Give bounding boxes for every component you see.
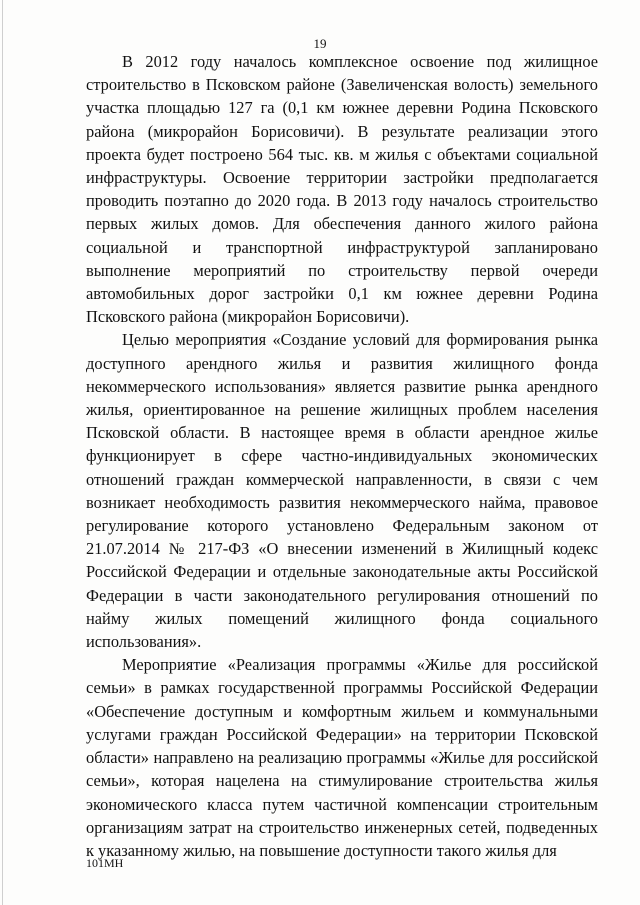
body-text [86,50,598,862]
paragraph-housing-for-russian-family: Мероприятие «Реализация программы «Жилье для российской семьи» в рамках государственной программы Российской Федерации «Обеспечение доступным и комфортным жильем и коммунальными услугами граждан Российской Федерации» на территории Псковской области» направлено на реализацию программы «Жилье для российской семьи», которая нацелена на стимулирование строительства жилья экономического класса путем частичной компенсации строительным организациям затрат на строительство инженерных сетей, подведенных к указанному жилью, на повышение доступности такого жилья для [86,655,598,860]
document-code: 101МН [86,856,124,870]
page-number: 19 [313,36,327,51]
paragraph-rental-housing: Целью мероприятия «Создание условий для формирования рынка доступного арендного жилья и развития жилищного фонда некоммерческого использования» является развитие рынка арендного жилья, ориентированное на решение жилищных проблем населения Псковской области. В настоящее время в области арендное жилье функционирует в сфере частно-индивидуальных экономических отношений граждан коммерческой направленности, в связи с чем возникает необходимость развития некоммерческого найма, правовое регулирование которого установлено Федеральным законом от 21.07.2014 № 217-ФЗ «О внесении изменений в Жилищный кодекс Российской Федерации и отдельные законодательные акты Российской Федерации в части законодательного регулирования отношений по найму жилых помещений жилищного фонда социального использования». [86,330,598,652]
paragraph-borisovichi-development: В 2012 году началось комплексное освоение под жилищное строительство в Псковском районе (Завеличенская волость) земельного участка площадью 127 га (0,1 км южнее деревни Родина Псковского района (микрорайон Борисовичи). В результате реализации этого проекта будет построено 564 тыс. кв. м жилья с объектами социальной инфраструктуры. Освоение территории застройки предполагается проводить поэтапно до 2020 года. В 2013 году началось строительство первых жилых домов. Для обеспечения данного жилого района социальной и транспортной инфраструктурой запланировано выполнение мероприятий по строительству первой очереди автомобильных дорог застройки 0,1 км южнее деревни Родина Псковского района (микрорайон Борисовичи). [86,52,598,327]
scan-edge-line [2,0,3,905]
